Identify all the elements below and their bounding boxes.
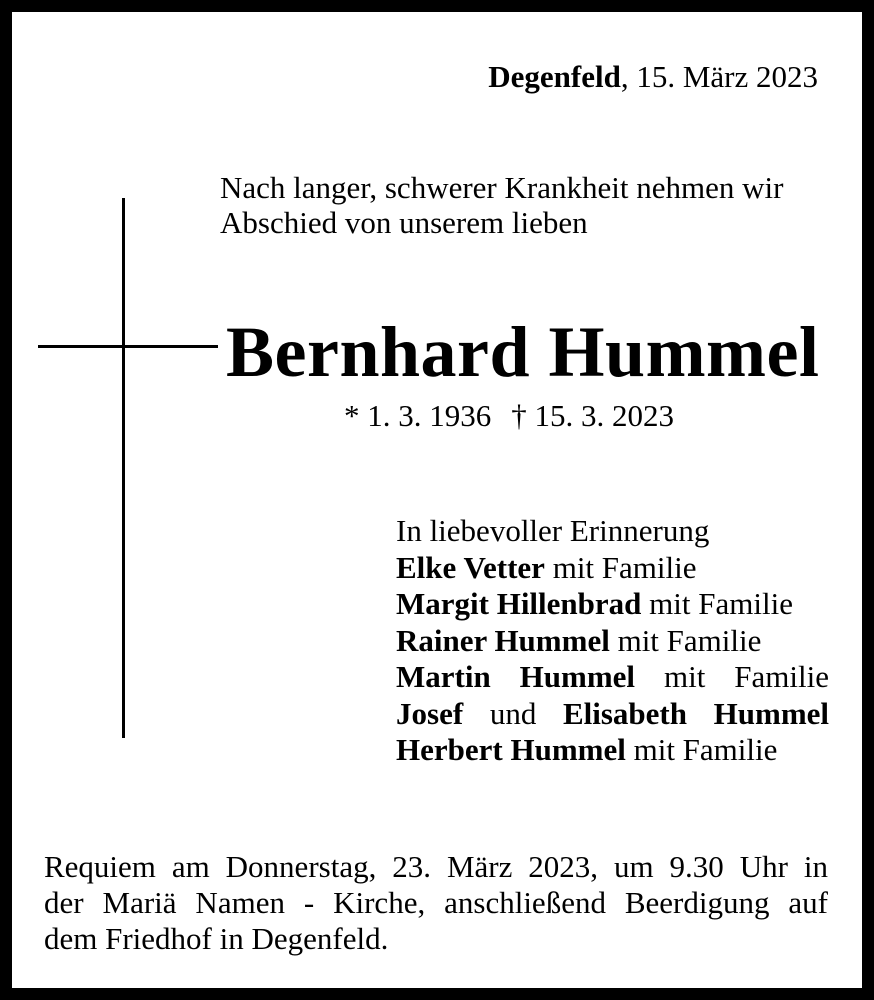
life-dates — [344, 398, 674, 434]
and-word: und — [489, 695, 537, 731]
mourner-name: Rainer Hummel — [396, 622, 610, 658]
mourner-entry — [396, 696, 829, 733]
place-date — [488, 59, 818, 95]
mourner-suffix: mit Familie — [625, 732, 778, 767]
intro-line-2: Abschied von unserem lieben — [220, 205, 588, 240]
mourner-suffix: mit Familie — [609, 622, 762, 658]
intro-line-1: Nach langer, schwerer Krankheit nehmen wir — [220, 170, 784, 205]
service-line-3: dem Friedhof in Degenfeld. — [44, 921, 389, 956]
mourners-heading: In liebevoller Erinnerung — [396, 513, 710, 548]
birth-date: * 1. 3. 1936 — [344, 398, 492, 433]
death-date: † 15. 3. 2023 — [511, 398, 674, 433]
intro-text — [220, 170, 840, 240]
mourner-entry — [396, 586, 829, 623]
mourner-name: Elke Vetter — [396, 549, 545, 585]
date: , 15. März 2023 — [620, 59, 818, 94]
cross-icon-horizontal-bar — [38, 345, 218, 348]
mourner-entry — [396, 550, 829, 587]
mourner-name-2: Elisabeth Hummel — [562, 695, 830, 731]
mourners-list — [396, 513, 829, 769]
mourner-name: Margit Hillenbrad — [396, 586, 642, 621]
cross-icon-vertical-bar — [122, 198, 125, 738]
deceased-name: Bernhard Hummel — [226, 312, 820, 392]
service-line-2: der Mariä Namen - Kirche, anschließend Beerdigung auf — [44, 885, 828, 920]
mourner-suffix: mit Familie — [635, 659, 829, 694]
mourner-suffix: mit Familie — [544, 549, 697, 585]
mourner-entry — [396, 659, 829, 696]
mourner-suffix: mit Familie — [641, 586, 793, 621]
place: Degenfeld — [488, 59, 621, 94]
service-line-1: Requiem am Donnerstag, 23. März 2023, um 9.30 Uhr in — [44, 849, 828, 884]
service-info — [44, 849, 828, 957]
mourner-entry — [396, 623, 829, 660]
mourner-name: Herbert Hummel — [396, 732, 626, 767]
mourner-name: Martin Hummel — [396, 659, 636, 694]
mourner-name: Josef — [396, 695, 464, 731]
mourner-entry — [396, 732, 829, 769]
